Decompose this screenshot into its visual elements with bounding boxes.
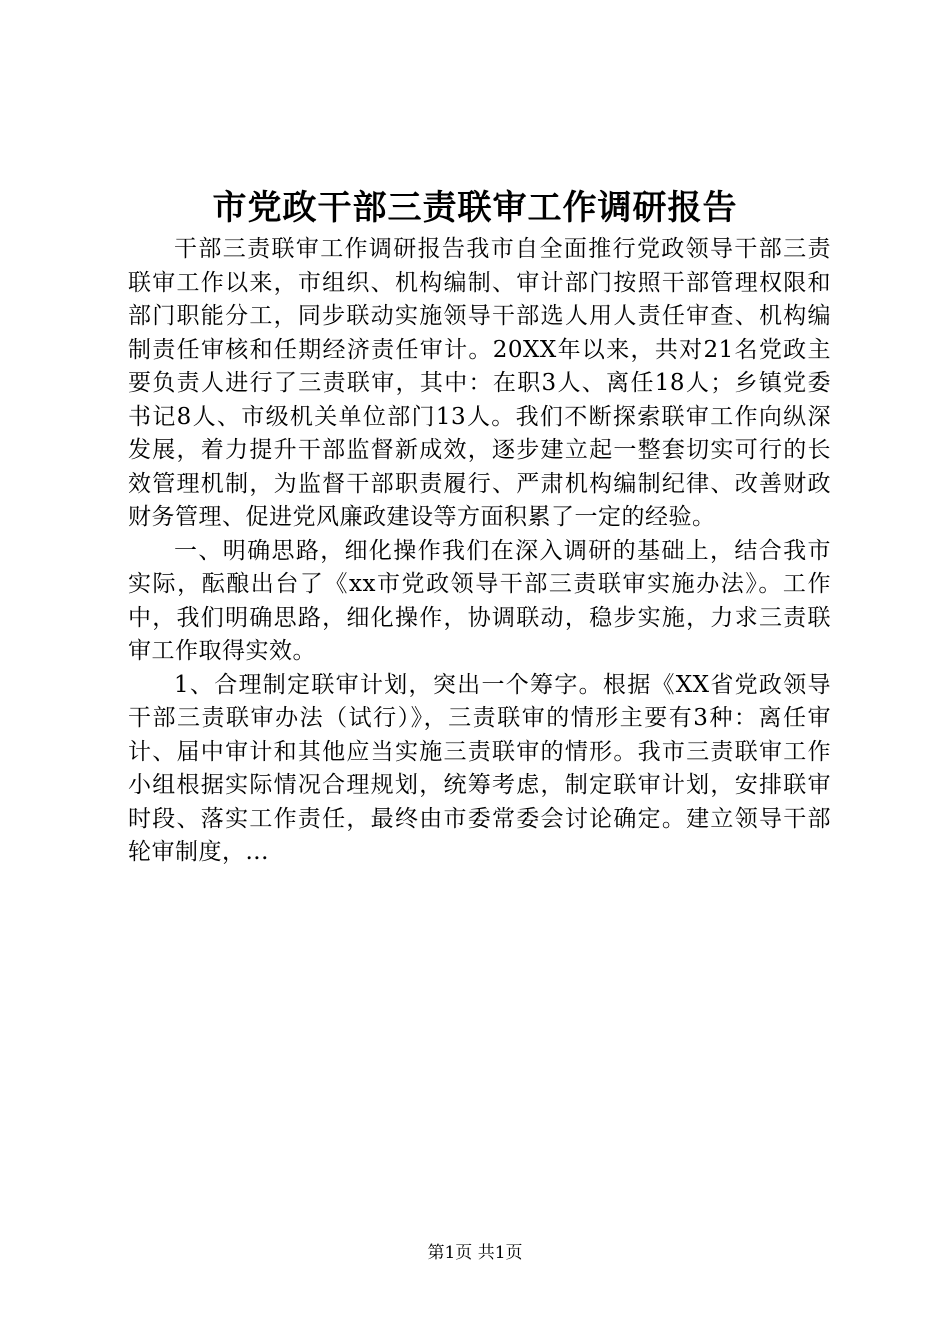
document-title: 市党政干部三责联审工作调研报告: [212, 188, 738, 228]
paragraph-intro: 干部三责联审工作调研报告我市自全面推行党政领导干部三责联审工作以来，市组织、机构编制、审计部门按照干部管理权限和部门职能分工，同步联动实施领导干部选人用人责任审查、机构编制责任审核和任期经济责任审计。20XX年以来，共对21名党政主要负责人进行了三责联审，其中：在职3人、离任18人；乡镇党委书记8人、市级机关单位部门13人。我们不断探索联审工作向纵深发展，着力提升干部监督新成效，逐步建立起一整套切实可行的长效管理机制，为监督干部职责履行、严肃机构编制纪律、改善财政财务管理、促进党风廉政建设等方面积累了一定的经验。: [128, 236, 831, 530]
paragraph-section-one: 一、明确思路，细化操作我们在深入调研的基础上，结合我市实际，酝酿出台了《xx市党政领导干部三责联审实施办法》。工作中，我们明确思路，细化操作，协调联动，稳步实施，力求三责联审工作取得实效。: [128, 537, 831, 664]
page-footer: 第1页 共1页: [427, 1243, 523, 1263]
document-body: [128, 233, 831, 870]
paragraph-item-one: 1、合理制定联审计划，突出一个筹字。根据《XX省党政领导干部三责联审办法（试行）》，三责联审的情形主要有3种：离任审计、届中审计和其他应当实施三责联审的情形。我市三责联审工作小组根据实际情况合理规划，统筹考虑，制定联审计划，安排联审时段、落实工作责任，最终由市委常委会讨论确定。建立领导干部轮审制度，...: [128, 671, 831, 865]
